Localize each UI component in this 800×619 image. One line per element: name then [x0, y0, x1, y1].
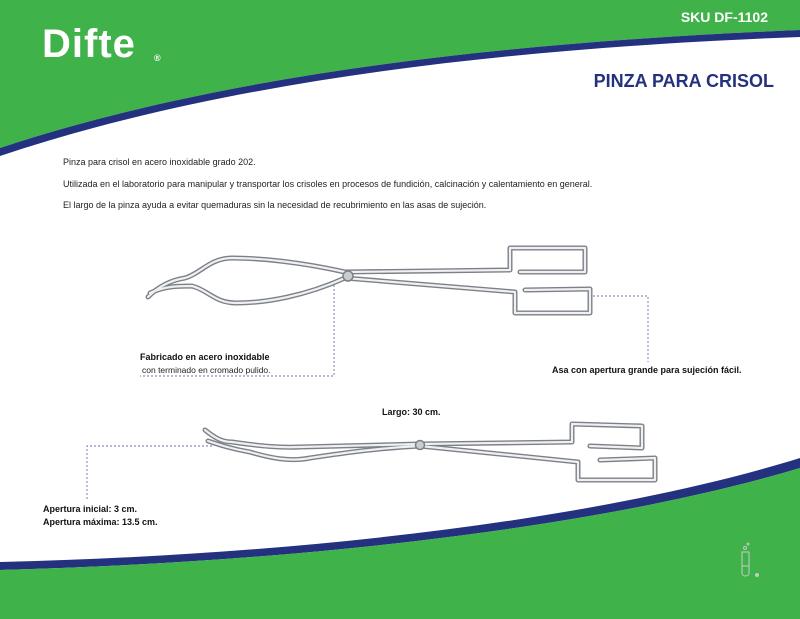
description-line-1: Pinza para crisol en acero inoxidable grado 202.	[63, 157, 256, 167]
test-tube-icon	[742, 543, 759, 577]
length-label: Largo: 30 cm.	[382, 407, 441, 417]
material-callout-title: Fabricado en acero inoxidable	[140, 352, 270, 362]
product-title: PINZA PARA CRISOL	[593, 71, 774, 91]
description-line-2: Utilizada en el laboratorio para manipular y transportar los crisoles en procesos de fundición, calcinación y calentamiento en general.	[63, 179, 593, 189]
brand-logo: Difte	[42, 22, 136, 66]
sku-label: SKU DF-1102	[680, 9, 768, 25]
opening-initial-label: Apertura inicial: 3 cm.	[43, 504, 138, 514]
opening-max-label: Apertura máxima: 13.5 cm.	[43, 517, 158, 527]
registered-mark: ®	[154, 53, 161, 63]
material-callout-subtitle: con terminado en cromado pulido.	[142, 365, 271, 375]
leader-lines	[87, 285, 648, 500]
description-line-3: El largo de la pinza ayuda a evitar quemaduras sin la necesidad de recubrimiento en las asas de sujeción.	[63, 200, 487, 210]
handle-callout: Asa con apertura grande para sujeción fácil.	[552, 365, 742, 375]
tongs-top-view	[148, 248, 590, 313]
tongs-side-view	[205, 424, 655, 480]
